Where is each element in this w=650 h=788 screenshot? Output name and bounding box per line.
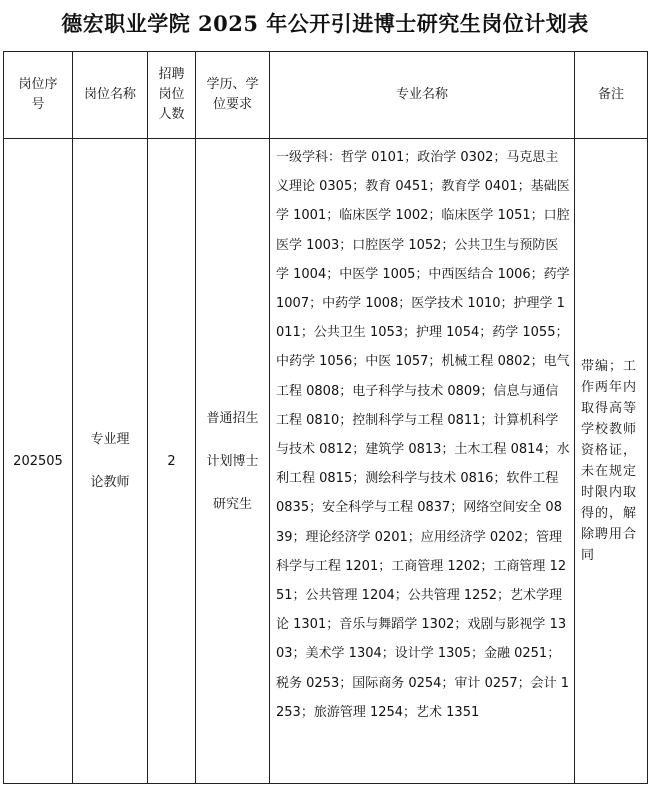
cell-count: 2 bbox=[148, 139, 196, 784]
header-name: 岗位名称 bbox=[73, 52, 148, 139]
header-major: 专业名称 bbox=[270, 52, 575, 139]
table-row bbox=[4, 139, 648, 784]
cell-education: 普通招生计划博士研究生 bbox=[196, 139, 270, 784]
post-plan-table bbox=[3, 51, 648, 784]
header-count: 招聘岗位人数 bbox=[148, 52, 196, 139]
cell-name: 专业理论教师 bbox=[73, 139, 148, 784]
cell-remark: 带编；工作两年内取得高等学校教师资格证，未在规定时限内取得的，解除聘用合同 bbox=[575, 139, 648, 784]
header-row bbox=[4, 52, 648, 139]
cell-major: 一级学科：哲学 0101；政治学 0302；马克思主义理论 0305；教育 0451；教育学 0401；基础医学 1001；临床医学 1002；临床医学 1051；口腔医学 1003；口腔医学 1052；公共卫生与预防医学 1004；中医学 1005；中西医结合 1006；药学 1007；中药学 1008；医学技术 1010；护理学 1011；公共卫生 1053；护理 1054；药学 1055；中药学 1056；中医 1057；机械工程 0802；电气工程 0808；电子科学与技术 0809；信息与通信工程 0810；控制科学与工程 0811；计算机科学与技术 0812；建筑学 0813；土木工程 0814；水利工程 0815；测绘科学与技术 0816；软件工程 0835；安全科学与工程 0837；网络空间安全 0839；理论经济学 0201；应用经济学 0202；管理科学与工程 1201；工商管理 1202；工商管理 1251；公共管理 1204；公共管理 1252；艺术学理论 1301；音乐与舞蹈学 1302；戏剧与影视学 1303；美术学 1304；设计学 1305；金融 0251；税务 0253；国际商务 0254；审计 0257；会计 1253；旅游管理 1254；艺术 1351 bbox=[270, 139, 575, 784]
header-education: 学历、学位要求 bbox=[196, 52, 270, 139]
document-title: 德宏职业学院 2025 年公开引进博士研究生岗位计划表 bbox=[61, 11, 589, 36]
header-seq: 岗位序号 bbox=[4, 52, 73, 139]
header-remark: 备注 bbox=[575, 52, 648, 139]
cell-seq: 202505 bbox=[4, 139, 73, 784]
